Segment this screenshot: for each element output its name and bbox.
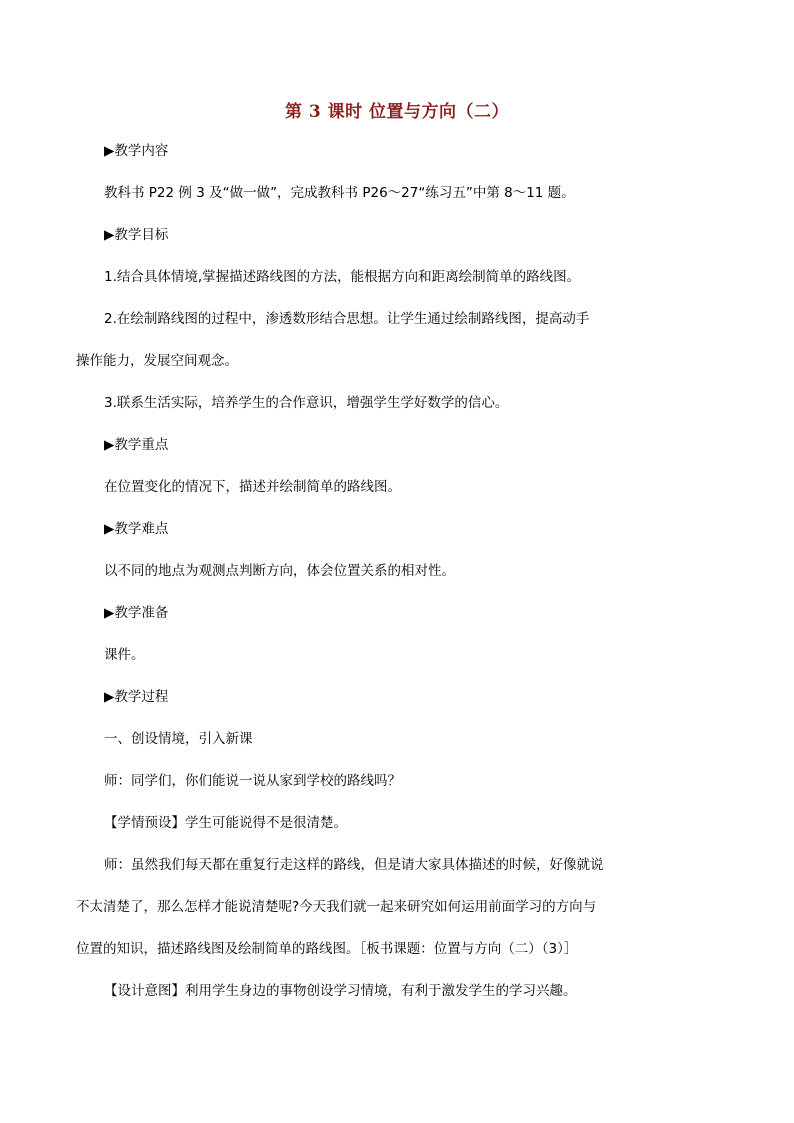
learning-preset: 【学情预设】学生可能说得不是很清楚。 (104, 815, 347, 831)
key-text: 在位置变化的情况下，描述并绘制简单的路线图。 (104, 479, 401, 495)
goal-2-line-1: 2.在绘制路线图的过程中，渗透数形结合思想。让学生通过绘制路线图，提高动手 (104, 311, 590, 327)
design-intent: 【设计意图】利用学生身边的事物创设学习情境，有利于激发学生的学习兴趣。 (104, 983, 577, 999)
goal-1: 1.结合具体情境,掌握描述路线图的方法，能根据方向和距离绘制简单的路线图。 (104, 269, 581, 285)
section-heading-key: ▶教学重点 (104, 437, 169, 453)
section-heading-process: ▶教学过程 (104, 689, 169, 705)
section-heading-prep: ▶教学准备 (104, 605, 169, 621)
process-step-1: 一、创设情境，引入新课 (104, 731, 253, 747)
difficulty-text: 以不同的地点为观测点判断方向，体会位置关系的相对性。 (104, 563, 455, 579)
section-heading-goals: ▶教学目标 (104, 227, 169, 243)
prep-text: 课件。 (104, 647, 145, 663)
teacher-talk-line-3: 位置的知识，描述路线图及绘制简单的路线图。［板书课题：位置与方向（二）（3）］ (76, 941, 578, 957)
page-title: 第 3 课时 位置与方向（二） (284, 102, 510, 122)
teacher-talk-line-2: 不太清楚了，那么怎样才能说清楚呢?今天我们就一起来研究如何运用前面学习的方向与 (76, 899, 597, 915)
goal-3: 3.联系生活实际，培养学生的合作意识，增强学生学好数学的信心。 (104, 395, 509, 411)
teacher-question-1: 师：同学们，你们能说一说从家到学校的路线吗？ (104, 773, 401, 789)
section-heading-content: ▶教学内容 (104, 143, 169, 159)
content-text: 教科书 P22 例 3 及“做一做”，完成教科书 P26～27“练习五”中第 8～11 题。 (104, 185, 575, 201)
teacher-talk-line-1: 师：虽然我们每天都在重复行走这样的路线，但是请大家具体描述的时候，好像就说 (104, 857, 604, 873)
goal-2-line-2: 操作能力，发展空间观念。 (76, 353, 238, 369)
section-heading-difficulty: ▶教学难点 (104, 521, 169, 537)
